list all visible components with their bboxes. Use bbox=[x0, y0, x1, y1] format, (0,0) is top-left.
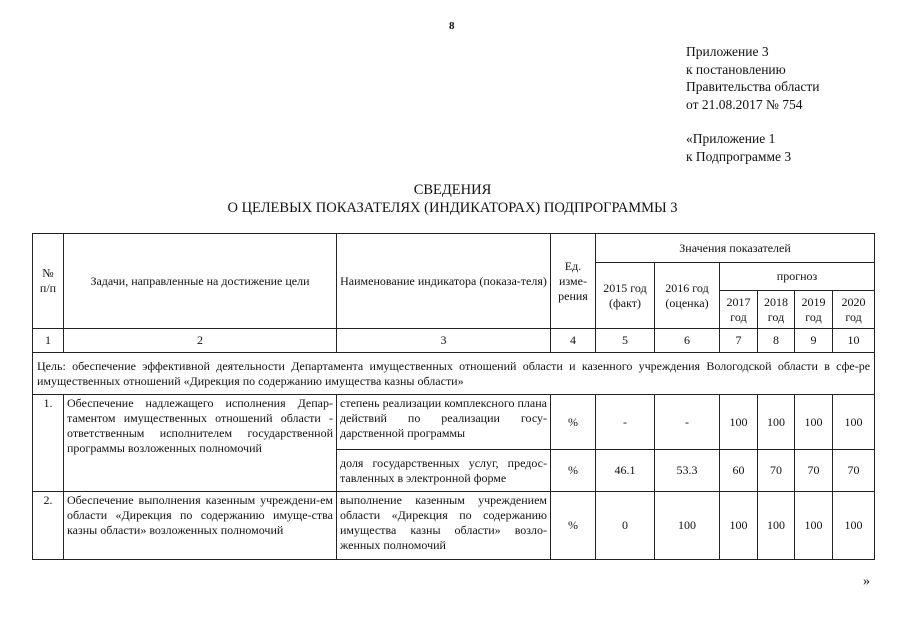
unit-cell: % bbox=[551, 492, 596, 560]
value-2015: 0 bbox=[596, 492, 655, 560]
value-2016: 53.3 bbox=[655, 450, 720, 492]
appendix-line: к постановлению bbox=[686, 61, 786, 77]
indicator-name: степень реализации комплексного плана действий по реализации госу-дарственной программы bbox=[337, 395, 551, 450]
value-2017: 60 bbox=[720, 450, 758, 492]
column-number: 5 bbox=[596, 329, 655, 353]
header-2020: 2020 год bbox=[833, 291, 875, 329]
header-2019: 2019 год bbox=[795, 291, 833, 329]
header-2016: 2016 год (оценка) bbox=[655, 263, 720, 329]
column-number: 1 bbox=[33, 329, 64, 353]
column-number: 7 bbox=[720, 329, 758, 353]
appendix-line: Приложение 3 bbox=[686, 44, 769, 59]
row-number: 2. bbox=[33, 492, 64, 560]
unit-cell: % bbox=[551, 395, 596, 450]
row-number: 1. bbox=[33, 395, 64, 492]
closing-quote: » bbox=[863, 574, 870, 589]
value-2018: 100 bbox=[758, 492, 795, 560]
header-2015: 2015 год (факт) bbox=[596, 263, 655, 329]
header-num: № п/п bbox=[33, 234, 64, 329]
appendix-line: к Подпрограмме 3 bbox=[686, 148, 792, 164]
column-number-row bbox=[33, 329, 875, 353]
title-line: О ЦЕЛЕВЫХ ПОКАЗАТЕЛЯХ (ИНДИКАТОРАХ) ПОДПРОГРАММЫ 3 bbox=[227, 200, 678, 216]
header-row bbox=[33, 234, 875, 263]
column-number: 3 bbox=[337, 329, 551, 353]
header-2018: 2018 год bbox=[758, 291, 795, 329]
spacer bbox=[686, 113, 819, 130]
table-row bbox=[33, 395, 875, 450]
value-2017: 100 bbox=[720, 395, 758, 450]
page-number: 8 bbox=[449, 20, 455, 32]
value-2019: 100 bbox=[795, 395, 833, 450]
column-number: 6 bbox=[655, 329, 720, 353]
value-2016: 100 bbox=[655, 492, 720, 560]
appendix-line: Правительства области bbox=[686, 79, 820, 94]
column-number: 9 bbox=[795, 329, 833, 353]
table-row bbox=[33, 492, 875, 560]
value-2020: 100 bbox=[833, 395, 875, 450]
column-number: 4 bbox=[551, 329, 596, 353]
appendix-line: от 21.08.2017 № 754 bbox=[686, 96, 803, 112]
header-indicator: Наименование индикатора (показа-теля) bbox=[337, 234, 551, 329]
header-forecast: прогноз bbox=[720, 263, 875, 291]
document-title bbox=[0, 181, 905, 217]
value-2018: 70 bbox=[758, 450, 795, 492]
goal-row bbox=[33, 353, 875, 395]
indicator-name: доля государственных услуг, предос-тавленных в электронной форме bbox=[337, 450, 551, 492]
value-2017: 100 bbox=[720, 492, 758, 560]
value-2015: 46.1 bbox=[596, 450, 655, 492]
value-2020: 70 bbox=[833, 450, 875, 492]
appendix-line: «Приложение 1 bbox=[686, 131, 776, 146]
header-unit: Ед. изме-рения bbox=[551, 234, 596, 329]
indicator-name: выполнение казенным учреждением области «Дирекция по содержанию имущества казны области» возло-женных полномочий bbox=[337, 492, 551, 560]
value-2015: - bbox=[596, 395, 655, 450]
column-number: 8 bbox=[758, 329, 795, 353]
value-2020: 100 bbox=[833, 492, 875, 560]
task-cell: Обеспечение выполнения казенным учреждени-ем области «Дирекция по содержанию имуще-ства казны области» возложенных полномочий bbox=[64, 492, 337, 560]
header-tasks: Задачи, направленные на достижение цели bbox=[64, 234, 337, 329]
value-2018: 100 bbox=[758, 395, 795, 450]
appendix-reference bbox=[686, 43, 819, 165]
indicators-table bbox=[32, 233, 875, 560]
title-line: СВЕДЕНИЯ bbox=[413, 182, 492, 198]
goal-text: Цель: обеспечение эффективной деятельности Департамента имущественных отношений области и казенного учреждения Вологодской области в сфе-ре имущественных отношений «Дирекция по содержанию имущества казны области» bbox=[33, 353, 875, 395]
task-cell: Обеспечение надлежащего исполнения Депар-таментом имущественных отношений области - ответственным исполнителем государственной программы возложенных полномочий bbox=[64, 395, 337, 492]
column-number: 2 bbox=[64, 329, 337, 353]
header-values: Значения показателей bbox=[596, 234, 875, 263]
unit-cell: % bbox=[551, 450, 596, 492]
value-2016: - bbox=[655, 395, 720, 450]
value-2019: 100 bbox=[795, 492, 833, 560]
column-number: 10 bbox=[833, 329, 875, 353]
header-2017: 2017 год bbox=[720, 291, 758, 329]
value-2019: 70 bbox=[795, 450, 833, 492]
